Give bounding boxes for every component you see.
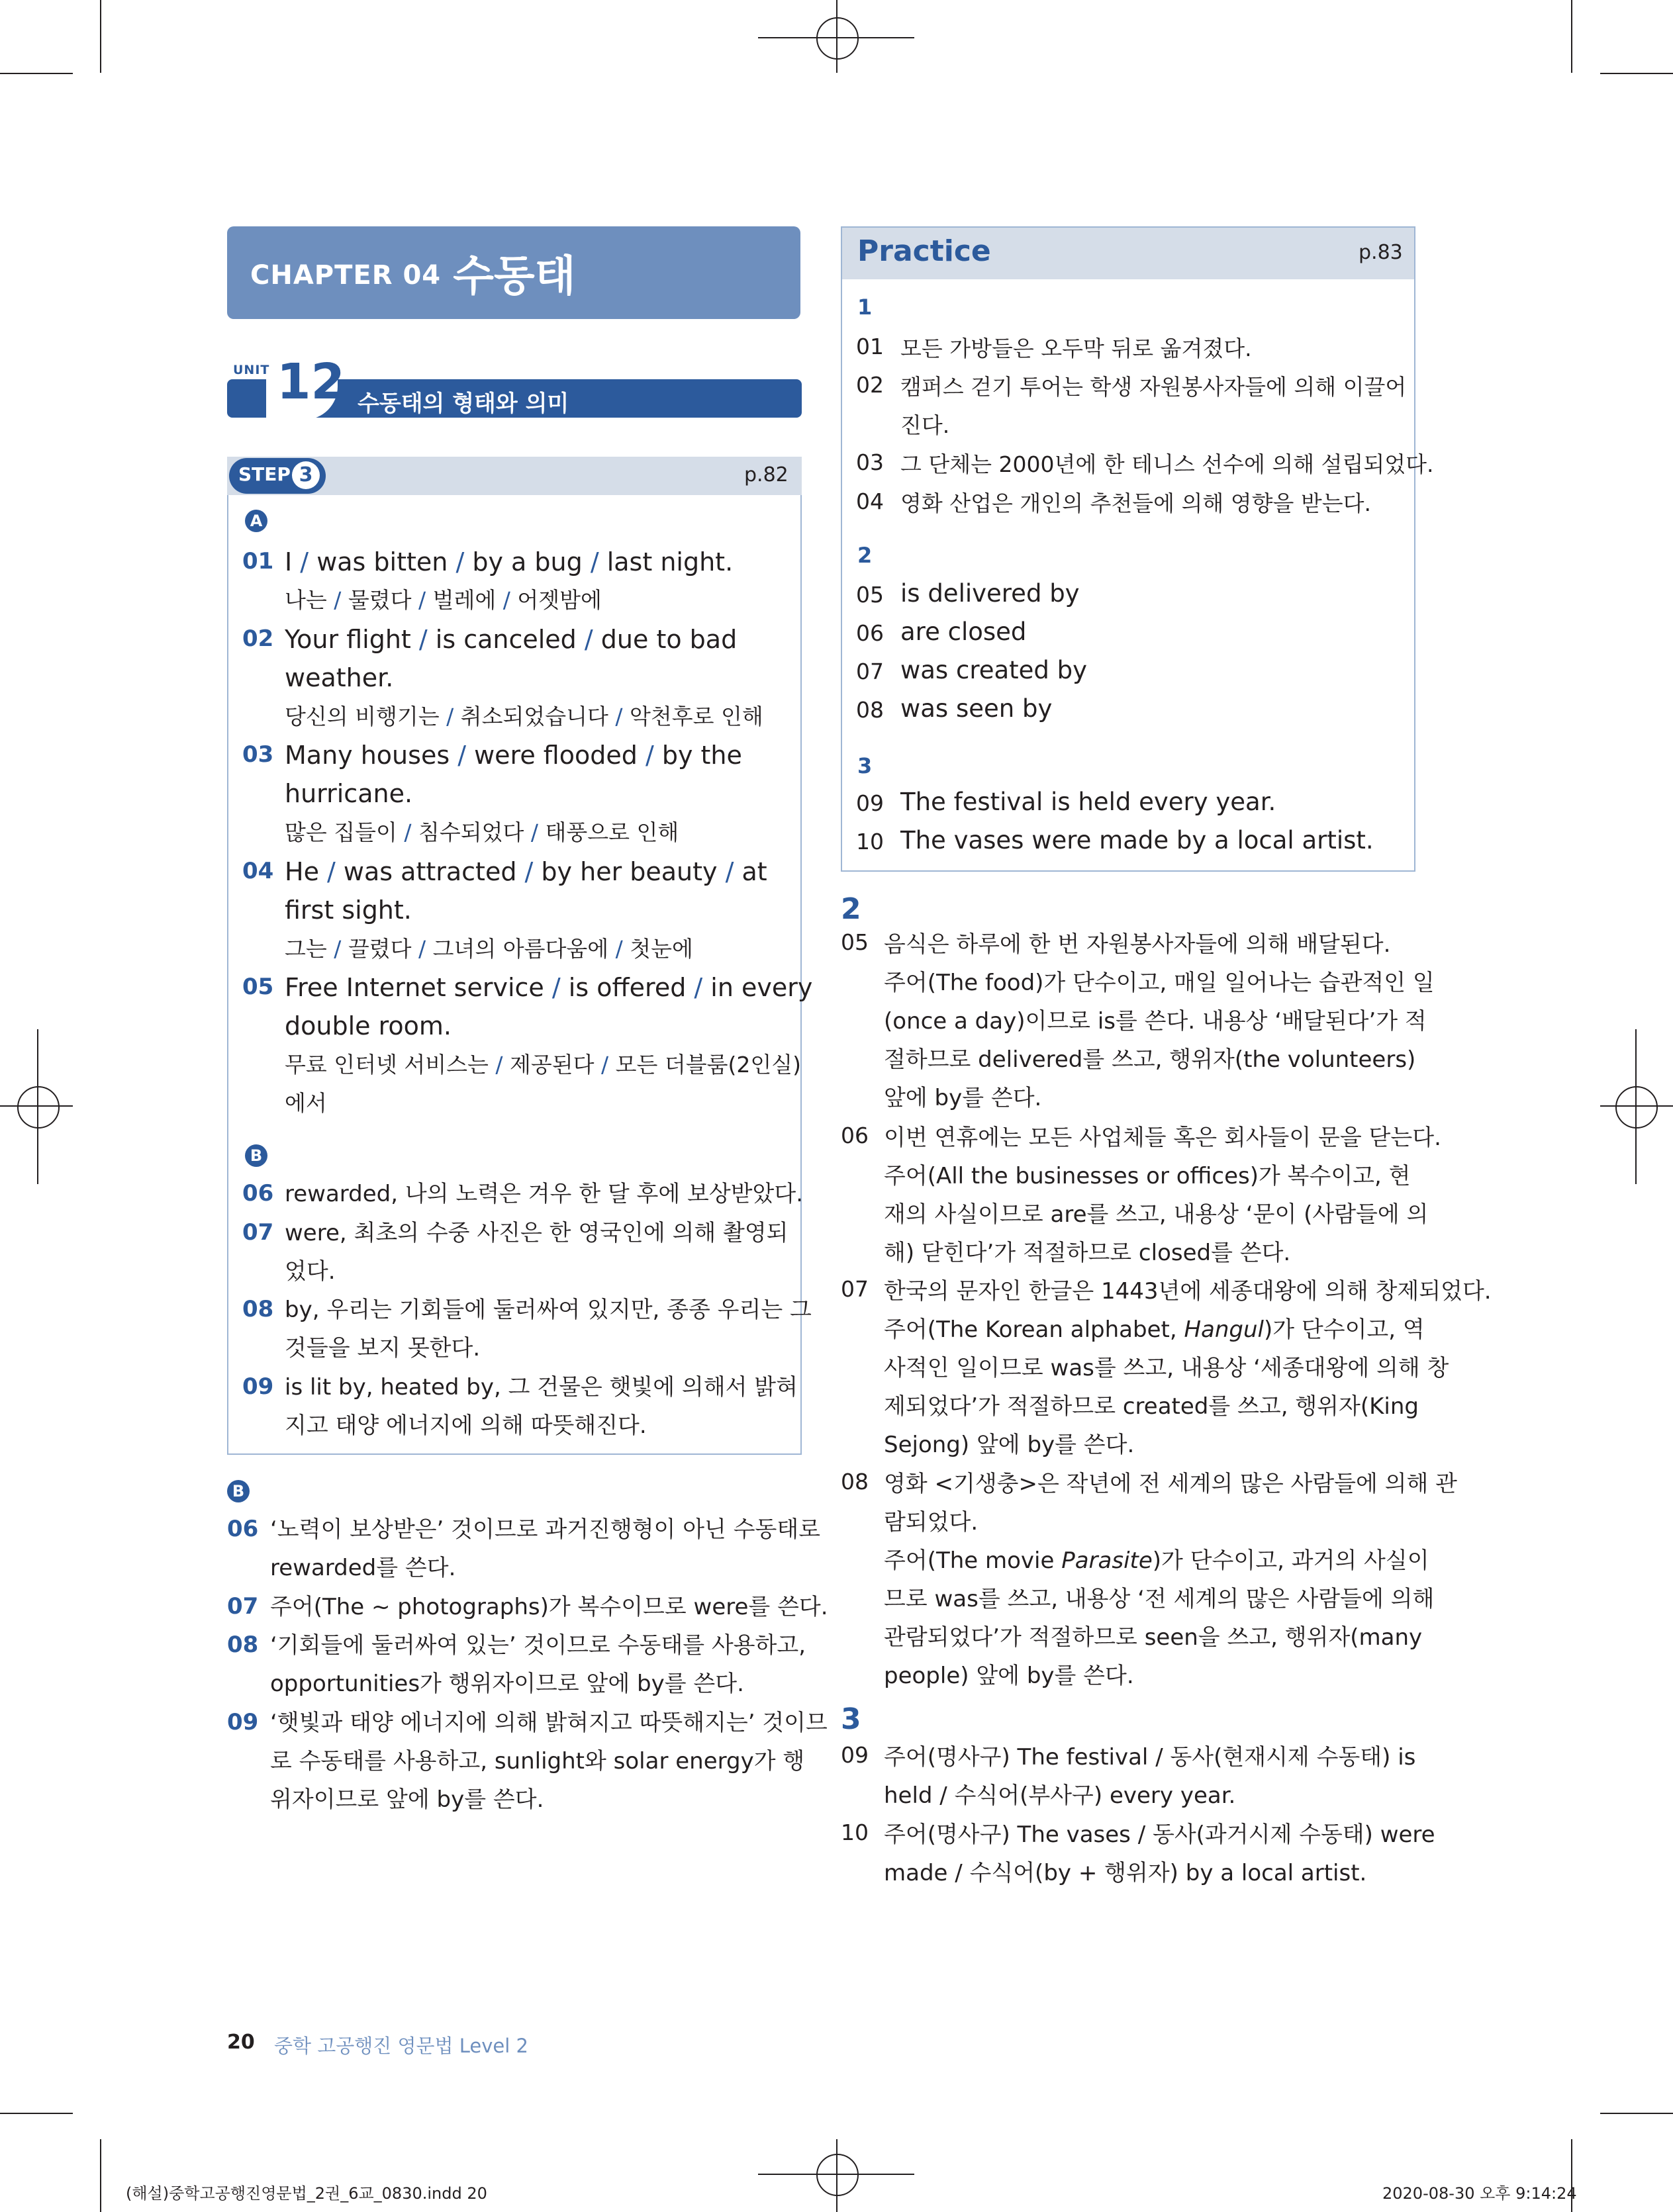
english-sentence-cont: first sight. <box>285 896 412 925</box>
explanation-text <box>884 1465 1457 1695</box>
chunk: Many houses <box>285 741 450 770</box>
chunk: was attracted <box>343 857 517 886</box>
chunk-slash: / <box>582 547 607 576</box>
translation-line: 모든 가방들은 오두막 뒤로 옮겨졌다. <box>900 336 1252 361</box>
explanation-text <box>270 1510 820 1587</box>
explanation-line: 영화 <기생충>은 작년에 전 세계의 많은 사람들에 의해 관 <box>884 1471 1458 1497</box>
answer-text <box>285 1368 798 1445</box>
english-sentence <box>285 853 767 891</box>
chunk-slash: / <box>410 625 436 654</box>
chunk: 나는 <box>285 587 327 613</box>
chunk: 취소되었습니다 <box>460 704 608 729</box>
chunk: 태풍으로 인해 <box>545 819 679 845</box>
chunk-slash: / <box>326 587 348 613</box>
explanation-line: 사적인 일이므로 was를 쓰고, 내용상 ‘세종대왕에 의해 창 <box>884 1355 1449 1381</box>
translation-line: 영화 산업은 개인의 추천들에 의해 영향을 받는다. <box>900 490 1371 516</box>
explanation-text <box>884 1738 1415 1815</box>
unit-label: UNIT <box>233 363 270 377</box>
item-number: 05 <box>242 974 274 1000</box>
korean-translation <box>285 813 679 852</box>
slug-date: 2020-08-30 오후 9:14:24 <box>1382 2184 1577 2203</box>
answer-line: rewarded, 나의 노력은 겨우 한 달 후에 보상받았다. <box>285 1181 804 1207</box>
chunk: 물렸다 <box>348 587 412 613</box>
korean-translation <box>285 581 602 620</box>
right-section-3: 3 <box>841 1702 861 1736</box>
answer-line: 것들을 보지 못한다. <box>285 1335 481 1361</box>
explanation-text <box>270 1588 828 1626</box>
item-number: 04 <box>856 488 884 514</box>
explanation-line: 절하므로 delivered를 쓰고, 행위자(the volunteers) <box>884 1046 1416 1073</box>
explanation-line: 므로 was를 쓰고, 내용상 ‘전 세계의 많은 사람들에 의해 <box>884 1586 1435 1612</box>
explanation-line: 주어(명사구) The festival / 동사(현재시제 수동태) is <box>884 1744 1416 1771</box>
item-number: 07 <box>242 1219 274 1246</box>
item-number: 07 <box>841 1276 869 1302</box>
item-number: 02 <box>856 372 884 398</box>
english-sentence-cont: hurricane. <box>285 779 413 808</box>
chunk-slash: / <box>576 625 601 654</box>
translation-text <box>900 330 1252 368</box>
step-page-ref: p.82 <box>744 463 789 486</box>
explanation-line: 주어(The Korean alphabet, Hangul)가 단수이고, 역 <box>884 1316 1425 1343</box>
translation-text <box>900 368 1406 445</box>
explanation-line: ‘햇빛과 태양 에너지에 의해 밝혀지고 따뜻해지는’ 것이므 <box>270 1710 828 1736</box>
chunk-slash: / <box>496 587 518 613</box>
chunk: 어젯밤에 <box>517 587 602 613</box>
explanation-line: 주어(The movie Parasite)가 단수이고, 과거의 사실이 <box>884 1547 1429 1574</box>
explanation-line: 위자이므로 앞에 by를 쓴다. <box>270 1786 544 1813</box>
item-number: 06 <box>227 1516 259 1542</box>
unit-number: 12 <box>277 353 345 410</box>
explanation-line: 로 수동태를 사용하고, sunlight와 solar energy가 행 <box>270 1748 805 1774</box>
chunk-slash: / <box>594 1052 616 1078</box>
explanation-line: 람되었다. <box>884 1509 979 1536</box>
item-number: 06 <box>856 620 884 646</box>
explanation-line: held / 수식어(부사구) every year. <box>884 1782 1236 1809</box>
english-sentence-cont: weather. <box>285 663 394 692</box>
chunk: is offered <box>568 973 687 1002</box>
explanation-line: 주어(명사구) The vases / 동사(과거시제 수동태) were <box>884 1821 1435 1848</box>
korean-translation <box>285 1046 801 1084</box>
explanation-text <box>884 925 1435 1117</box>
explanation-line: made / 수식어(by + 행위자) by a local artist. <box>884 1860 1367 1886</box>
chapter-label: CHAPTER 04 <box>250 260 442 291</box>
explain-b-badge: B <box>227 1480 250 1502</box>
korean-translation <box>285 698 763 736</box>
italic-title: Parasite <box>1061 1547 1153 1574</box>
explanation-text <box>884 1272 1492 1464</box>
section-b-badge: B <box>245 1144 267 1167</box>
answer-line: by, 우리는 기회들에 둘러싸여 있지만, 종종 우리는 그 <box>285 1297 812 1323</box>
explanation-line: 주어(The ~ photographs)가 복수이므로 were를 쓴다. <box>270 1594 828 1620</box>
chunk: Free Internet service <box>285 973 544 1002</box>
chunk: 모든 더블룸(2인실) <box>615 1052 802 1078</box>
item-number: 09 <box>856 790 884 816</box>
chunk: were flooded <box>474 741 638 770</box>
item-number: 08 <box>856 697 884 723</box>
explanation-line: 해) 닫힌다’가 적절하므로 closed를 쓴다. <box>884 1240 1291 1266</box>
answer-text: The vases were made by a local artist. <box>900 826 1374 854</box>
explanation-line: people) 앞에 by를 쓴다. <box>884 1663 1134 1689</box>
practice-page-ref: p.83 <box>1359 241 1403 264</box>
chunk: Your flight <box>285 625 411 654</box>
slug-file: (해설)중학고공행진영문법_2권_6교_0830.indd 20 <box>126 2184 487 2203</box>
chunk: 악천후로 인해 <box>630 704 763 729</box>
chunk: 무료 인터넷 서비스는 <box>285 1052 489 1078</box>
chapter-title: 수동태 <box>453 252 576 301</box>
chunk: 침수되었다 <box>418 819 524 845</box>
chunk: 첫눈에 <box>630 936 693 962</box>
chunk-slash: / <box>450 741 475 770</box>
answer-text: was seen by <box>900 694 1053 723</box>
translation-line: 진다. <box>900 412 950 438</box>
step-label: STEP <box>238 463 291 485</box>
chunk-slash: / <box>544 973 569 1002</box>
item-number: 03 <box>856 449 884 475</box>
item-number: 09 <box>841 1742 869 1768</box>
chunk: by a bug <box>472 547 583 576</box>
practice-title: Practice <box>857 234 991 268</box>
chunk-slash: / <box>397 819 418 845</box>
answer-line: 지고 태양 에너지에 의해 따뜻해진다. <box>285 1412 647 1439</box>
item-number: 08 <box>841 1469 869 1495</box>
explanation-line: opportunities가 행위자이므로 앞에 by를 쓴다. <box>270 1671 744 1697</box>
chunk-slash: / <box>318 857 344 886</box>
chunk: in every <box>710 973 813 1002</box>
item-number: 10 <box>841 1820 869 1845</box>
answer-text <box>285 1291 812 1367</box>
item-number: 05 <box>856 582 884 608</box>
chunk-slash: / <box>608 936 630 962</box>
chunk: He <box>285 857 319 886</box>
explanation-line: ‘노력이 보상받은’ 것이므로 과거진행형이 아닌 수동태로 <box>270 1516 821 1543</box>
chunk: by her beauty <box>541 857 718 886</box>
chunk-slash: / <box>411 936 433 962</box>
answer-text: are closed <box>900 618 1027 646</box>
book-title: 중학 고공행진 영문법 Level 2 <box>274 2035 528 2057</box>
translation-text <box>900 484 1371 523</box>
item-number: 09 <box>242 1373 274 1400</box>
explanation-line: Sejong) 앞에 by를 쓴다. <box>884 1432 1135 1458</box>
chunk: due to bad <box>600 625 738 654</box>
explanation-line: rewarded를 쓴다. <box>270 1555 456 1581</box>
chunk: 당신의 비행기는 <box>285 704 440 729</box>
chunk-slash: / <box>488 1052 510 1078</box>
item-number: 02 <box>242 625 274 652</box>
chunk: at <box>741 857 767 886</box>
item-number: 01 <box>242 548 274 575</box>
english-sentence <box>285 736 742 774</box>
explanation-text <box>270 1704 828 1819</box>
chunk-slash: / <box>637 741 662 770</box>
item-number: 07 <box>856 659 884 684</box>
item-number: 06 <box>242 1180 274 1207</box>
chunk-slash: / <box>524 819 546 845</box>
explanation-line: 앞에 by를 쓴다. <box>884 1085 1042 1111</box>
answer-text: The festival is held every year. <box>900 788 1276 816</box>
english-sentence <box>285 543 733 581</box>
answer-text: was created by <box>900 656 1088 684</box>
chunk: was bitten <box>316 547 448 576</box>
korean-translation <box>285 930 693 968</box>
item-number: 01 <box>856 334 884 359</box>
item-number: 04 <box>242 858 274 884</box>
item-number: 06 <box>841 1123 869 1148</box>
explanation-line: ‘기회들에 둘러싸여 있는’ 것이므로 수동태를 사용하고, <box>270 1632 806 1659</box>
page-number: 20 <box>227 2031 255 2054</box>
practice-section-3: 3 <box>857 753 873 778</box>
chunk-slash: / <box>608 704 630 729</box>
chunk-slash: / <box>717 857 742 886</box>
chunk: 그는 <box>285 936 327 962</box>
chunk-slash: / <box>326 936 348 962</box>
answer-line: 었다. <box>285 1258 336 1285</box>
answer-text <box>285 1214 789 1291</box>
chunk: 제공된다 <box>510 1052 595 1078</box>
chunk: 끌렸다 <box>348 936 412 962</box>
chunk: I <box>285 547 293 576</box>
english-sentence <box>285 620 737 659</box>
korean-translation-cont: 에서 <box>285 1090 327 1116</box>
practice-box <box>841 226 1415 872</box>
chunk-slash: / <box>411 587 433 613</box>
explanation-line: 관람되었다’가 적절하므로 seen을 쓰고, 행위자(many <box>884 1624 1423 1651</box>
practice-section-2: 2 <box>857 543 873 568</box>
chunk-slash: / <box>686 973 711 1002</box>
translation-line: 그 단체는 2000년에 한 테니스 선수에 의해 설립되었다. <box>900 451 1434 477</box>
item-number: 10 <box>856 829 884 854</box>
chapter-banner <box>227 226 800 319</box>
chunk-slash: / <box>292 547 317 576</box>
translation-text <box>900 445 1433 484</box>
explanation-text <box>884 1119 1441 1272</box>
chunk-slash: / <box>448 547 473 576</box>
explanation-line: 주어(The food)가 단수이고, 매일 일어나는 습관적인 일 <box>884 970 1435 996</box>
unit-title: 수동태의 형태와 의미 <box>358 391 569 417</box>
item-number: 03 <box>242 741 274 768</box>
chunk: 많은 집들이 <box>285 819 397 845</box>
chunk: last night. <box>606 547 734 576</box>
answer-text <box>285 1175 803 1213</box>
item-number: 05 <box>841 929 869 955</box>
chunk: by the <box>661 741 742 770</box>
english-sentence <box>285 968 812 1007</box>
chunk-slash: / <box>516 857 542 886</box>
explanation-line: (once a day)이므로 is를 쓴다. 내용상 ‘배달된다’가 적 <box>884 1008 1427 1035</box>
explanation-text <box>884 1816 1435 1892</box>
item-number: 09 <box>227 1709 259 1735</box>
item-number: 07 <box>227 1593 259 1620</box>
item-number: 08 <box>227 1632 259 1658</box>
explanation-line: 이번 연휴에는 모든 사업체들 혹은 회사들이 문을 닫는다. <box>884 1125 1441 1151</box>
chunk: is canceled <box>435 625 577 654</box>
explanation-line: 주어(All the businesses or offices)가 복수이고, 현 <box>884 1163 1411 1189</box>
explanation-line: 한국의 문자인 한글은 1443년에 세종대왕에 의해 창제되었다. <box>884 1278 1492 1305</box>
translation-line: 캠퍼스 걷기 투어는 학생 자원봉사자들에 의해 이끌어 <box>900 374 1407 400</box>
item-number: 08 <box>242 1296 274 1322</box>
right-section-2: 2 <box>841 892 861 926</box>
english-sentence-cont: double room. <box>285 1011 452 1040</box>
chunk: 벌레에 <box>432 587 497 613</box>
answer-line: were, 최초의 수중 사진은 한 영국인에 의해 촬영되 <box>285 1220 789 1246</box>
explanation-line: 제되었다’가 적절하므로 created를 쓰고, 행위자(King <box>884 1393 1419 1420</box>
explanation-text <box>270 1626 806 1703</box>
explanation-line: 재의 사실이므로 are를 쓰고, 내용상 ‘문이 (사람들에 의 <box>884 1201 1429 1228</box>
explanation-line: 음식은 하루에 한 번 자원봉사자들에 의해 배달된다. <box>884 931 1391 958</box>
italic-title: Hangul <box>1184 1316 1264 1343</box>
chunk-slash: / <box>439 704 461 729</box>
answer-text: is delivered by <box>900 579 1080 608</box>
chunk: 그녀의 아름다움에 <box>432 936 609 962</box>
step-number: 3 <box>292 461 320 489</box>
answer-line: is lit by, heated by, 그 건물은 햇빛에 의해서 밝혀 <box>285 1374 798 1401</box>
practice-section-1: 1 <box>857 295 873 320</box>
section-a-badge: A <box>245 510 267 532</box>
